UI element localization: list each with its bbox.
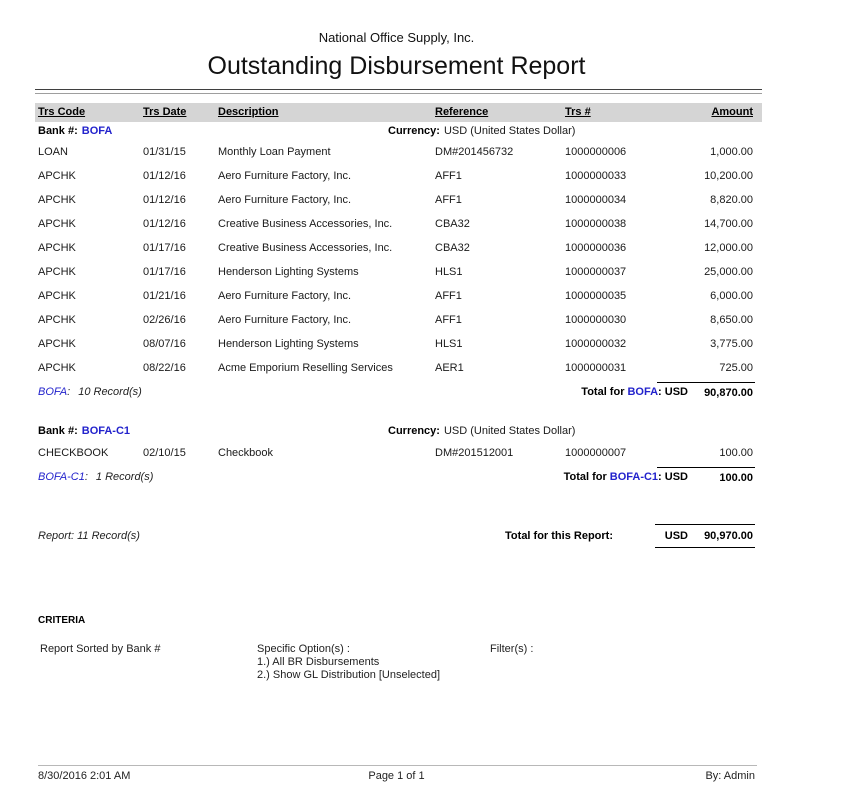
currency-label: Currency:: [388, 425, 440, 437]
column-header-description: Description: [218, 106, 279, 118]
cell-trs-code: APCHK: [38, 266, 76, 278]
cell-reference: AFF1: [435, 290, 462, 302]
footer-datetime: 8/30/2016 2:01 AM: [38, 770, 131, 782]
cell-reference: AFF1: [435, 194, 462, 206]
cell-trs-date: 08/22/16: [143, 362, 186, 374]
criteria-sorted-by: Report Sorted by Bank #: [40, 643, 161, 655]
bank-rows: [38, 140, 755, 380]
column-header-reference: Reference: [435, 106, 489, 118]
cell-trs-date: 01/12/16: [143, 170, 186, 182]
cell-amount: 6,000.00: [710, 290, 753, 302]
cell-description: Creative Business Accessories, Inc.: [218, 218, 393, 230]
cell-trs-date: 01/17/16: [143, 266, 186, 278]
bank-record-count: BOFA: 10 Record(s): [38, 386, 142, 398]
report-total-amount: 90,970.00: [655, 524, 755, 548]
cell-reference: AER1: [435, 362, 464, 374]
cell-trs-code: APCHK: [38, 314, 76, 326]
table-row: [38, 332, 755, 356]
criteria-heading: CRITERIA: [38, 615, 86, 626]
currency-value: USD (United States Dollar): [443, 425, 576, 437]
cell-trs-code: APCHK: [38, 194, 76, 206]
cell-trs-number: 1000000035: [565, 290, 627, 302]
bank-code-link[interactable]: BOFA: [81, 125, 113, 137]
cell-description: Checkbook: [218, 447, 274, 459]
cell-trs-code: APCHK: [38, 362, 76, 374]
cell-trs-number: 1000000038: [565, 218, 627, 230]
footer-by-user: By: Admin: [705, 770, 755, 782]
cell-trs-number: 1000000034: [565, 194, 627, 206]
cell-trs-code: LOAN: [38, 146, 68, 158]
record-count-bank-link[interactable]: BOFA-C1: [38, 471, 85, 483]
cell-reference: DM#201512001: [435, 447, 514, 459]
cell-amount: 10,200.00: [704, 170, 753, 182]
bank-label: Bank #:: [38, 125, 78, 137]
cell-description: Acme Emporium Reselling Services: [218, 362, 393, 374]
cell-trs-date: 01/21/16: [143, 290, 186, 302]
cell-trs-number: 1000000032: [565, 338, 627, 350]
cell-description: Aero Furniture Factory, Inc.: [218, 194, 352, 206]
cell-trs-code: APCHK: [38, 242, 76, 254]
table-row: [38, 284, 755, 308]
cell-description: Aero Furniture Factory, Inc.: [218, 314, 352, 326]
bank-total-row: [38, 467, 755, 487]
bank-section-header: [38, 424, 755, 439]
cell-trs-code: APCHK: [38, 338, 76, 350]
table-row: [38, 260, 755, 284]
bank-code-link[interactable]: BOFA-C1: [81, 425, 131, 437]
cell-trs-date: 01/12/16: [143, 218, 186, 230]
table-row: [38, 441, 755, 465]
cell-trs-code: APCHK: [38, 218, 76, 230]
bank-total-row: [38, 382, 755, 402]
report-summary-row: [38, 524, 755, 548]
bank-total-label: Total for BOFA-C1: USD: [563, 471, 688, 483]
cell-description: Henderson Lighting Systems: [218, 266, 359, 278]
footer-divider: [38, 765, 757, 766]
cell-trs-date: 08/07/16: [143, 338, 186, 350]
footer-page-number: Page 1 of 1: [368, 770, 425, 782]
cell-description: Creative Business Accessories, Inc.: [218, 242, 393, 254]
column-header-trs-date: Trs Date: [143, 106, 187, 118]
table-header-bar: [35, 103, 762, 122]
cell-amount: 725.00: [719, 362, 753, 374]
total-bank-link[interactable]: BOFA-C1: [609, 471, 659, 483]
cell-amount: 25,000.00: [704, 266, 753, 278]
criteria-options-label: Specific Option(s) :: [257, 643, 350, 655]
cell-trs-code: APCHK: [38, 290, 76, 302]
cell-trs-number: 1000000030: [565, 314, 627, 326]
cell-trs-number: 1000000033: [565, 170, 627, 182]
cell-reference: DM#201456732: [435, 146, 514, 158]
table-row: [38, 140, 755, 164]
bank-section-header: [38, 124, 755, 139]
report-title: Outstanding Disbursement Report: [207, 52, 586, 80]
cell-trs-number: 1000000006: [565, 146, 627, 158]
table-row: [38, 212, 755, 236]
bank-total-label: Total for BOFA: USD: [581, 386, 688, 398]
bank-total-amount: 100.00: [657, 467, 755, 488]
total-bank-link[interactable]: BOFA: [627, 386, 659, 398]
cell-amount: 12,000.00: [704, 242, 753, 254]
cell-reference: AFF1: [435, 314, 462, 326]
bank-total-amount: 90,870.00: [657, 382, 755, 403]
report-total-label: Total for this Report:: [505, 530, 613, 542]
criteria-filters-label: Filter(s) :: [490, 643, 534, 655]
cell-amount: 1,000.00: [710, 146, 753, 158]
criteria-option-item: 2.) Show GL Distribution [Unselected]: [257, 669, 441, 681]
currency-value: USD (United States Dollar): [443, 125, 576, 137]
cell-trs-number: 1000000007: [565, 447, 627, 459]
criteria-options: [257, 643, 440, 682]
bank-label: Bank #:: [38, 425, 78, 437]
cell-amount: 8,820.00: [710, 194, 753, 206]
cell-trs-date: 01/17/16: [143, 242, 186, 254]
currency-label: Currency:: [388, 125, 440, 137]
cell-amount: 3,775.00: [710, 338, 753, 350]
company-name: National Office Supply, Inc.: [318, 30, 475, 45]
cell-reference: CBA32: [435, 218, 470, 230]
criteria-option-item: 1.) All BR Disbursements: [257, 656, 380, 668]
cell-trs-date: 01/12/16: [143, 194, 186, 206]
cell-amount: 14,700.00: [704, 218, 753, 230]
column-header-trs-number: Trs #: [565, 106, 591, 118]
table-row: [38, 236, 755, 260]
cell-trs-number: 1000000031: [565, 362, 627, 374]
cell-amount: 100.00: [719, 447, 753, 459]
column-header-trs-code: Trs Code: [38, 106, 86, 118]
cell-trs-date: 02/10/15: [143, 447, 186, 459]
table-row: [38, 356, 755, 380]
cell-description: Henderson Lighting Systems: [218, 338, 359, 350]
report-record-count: Report: 11 Record(s): [38, 530, 140, 542]
cell-description: Aero Furniture Factory, Inc.: [218, 170, 352, 182]
cell-reference: AFF1: [435, 170, 462, 182]
cell-reference: HLS1: [435, 338, 463, 350]
column-header-amount: Amount: [711, 106, 753, 118]
cell-trs-date: 02/26/16: [143, 314, 186, 326]
bank-record-count: BOFA-C1: 1 Record(s): [38, 471, 154, 483]
cell-trs-code: APCHK: [38, 170, 76, 182]
cell-reference: CBA32: [435, 242, 470, 254]
report-total-currency: USD: [664, 530, 688, 542]
bank-rows: [38, 441, 755, 465]
table-row: [38, 308, 755, 332]
cell-description: Monthly Loan Payment: [218, 146, 331, 158]
cell-description: Aero Furniture Factory, Inc.: [218, 290, 352, 302]
cell-reference: HLS1: [435, 266, 463, 278]
cell-trs-number: 1000000036: [565, 242, 627, 254]
cell-trs-number: 1000000037: [565, 266, 627, 278]
title-divider: [35, 89, 762, 94]
cell-trs-code: CHECKBOOK: [38, 447, 109, 459]
cell-trs-date: 01/31/15: [143, 146, 186, 158]
table-row: [38, 164, 755, 188]
table-row: [38, 188, 755, 212]
record-count-bank-link[interactable]: BOFA: [38, 386, 68, 398]
cell-amount: 8,650.00: [710, 314, 753, 326]
